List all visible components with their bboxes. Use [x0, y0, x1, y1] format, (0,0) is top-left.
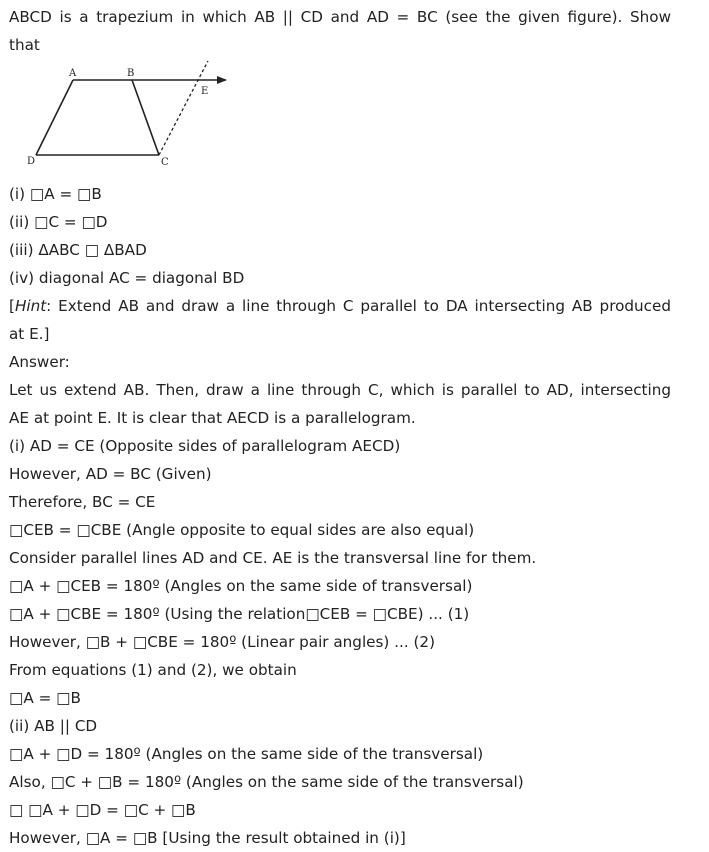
trapezium-figure	[14, 58, 229, 170]
hint-line-2: at E.]	[9, 325, 50, 343]
part-iii: (iii) ΔABC □ ΔBAD	[9, 241, 147, 259]
problem-line-2: that	[9, 36, 40, 54]
label-b: B	[127, 68, 135, 79]
answer-line-5: Therefore, BC = CE	[9, 493, 156, 511]
answer-line-9: □A + □CBE = 180º (Using the relation□CEB = □CBE) ... (1)	[9, 605, 470, 623]
answer-line-8: □A + □CEB = 180º (Angles on the same side of transversal)	[9, 577, 473, 595]
answer-line-6: □CEB = □CBE (Angle opposite to equal sides are also equal)	[9, 521, 475, 539]
hint-word: Hint	[14, 297, 47, 315]
answer-line-15: Also, □C + □B = 180º (Angles on the same side of the transversal)	[9, 773, 524, 791]
answer-line-16: □ □A + □D = □C + □B	[9, 801, 196, 819]
answer-line-12: □A = □B	[9, 689, 81, 707]
answer-line-7: Consider parallel lines AD and CE. AE is the transversal line for them.	[9, 549, 537, 567]
side-ad	[36, 80, 73, 155]
part-i: (i) □A = □B	[9, 185, 102, 203]
part-iv: (iv) diagonal AC = diagonal BD	[9, 269, 245, 287]
hint-line-1	[9, 292, 671, 320]
problem-line-1: ABCD is a trapezium in which AB || CD and AD = BC (see the given figure). Show	[9, 8, 671, 26]
answer-line-10: However, □B + □CBE = 180º (Linear pair angles) ... (2)	[9, 633, 435, 651]
part-ii: (ii) □C = □D	[9, 213, 108, 231]
label-d: D	[27, 156, 36, 167]
content-lines	[9, 180, 671, 852]
label-e: E	[201, 86, 209, 97]
dashed-line-ce	[159, 61, 208, 155]
answer-line-13: (ii) AB || CD	[9, 717, 98, 735]
answer-line-17: However, □A = □B [Using the result obtained in (i)]	[9, 829, 406, 847]
answer-line-11: From equations (1) and (2), we obtain	[9, 661, 297, 679]
label-c: C	[161, 157, 169, 168]
answer-line-3: (i) AD = CE (Opposite sides of parallelogram AECD)	[9, 437, 401, 455]
answer-line-4: However, AD = BC (Given)	[9, 465, 212, 483]
side-bc	[132, 80, 159, 155]
problem-statement	[9, 3, 671, 59]
answer-line-14: □A + □D = 180º (Angles on the same side of the transversal)	[9, 745, 484, 763]
answer-line-2: AE at point E. It is clear that AECD is a parallelogram.	[9, 409, 416, 427]
answer-line-1: Let us extend AB. Then, draw a line through C, which is parallel to AD, intersecting	[9, 381, 671, 399]
hint-text: : Extend AB and draw a line through C parallel to DA intersecting AB produced	[46, 297, 671, 315]
answer-label: Answer:	[9, 353, 70, 371]
hint-open-bracket: [	[9, 297, 15, 315]
label-a: A	[69, 68, 77, 79]
